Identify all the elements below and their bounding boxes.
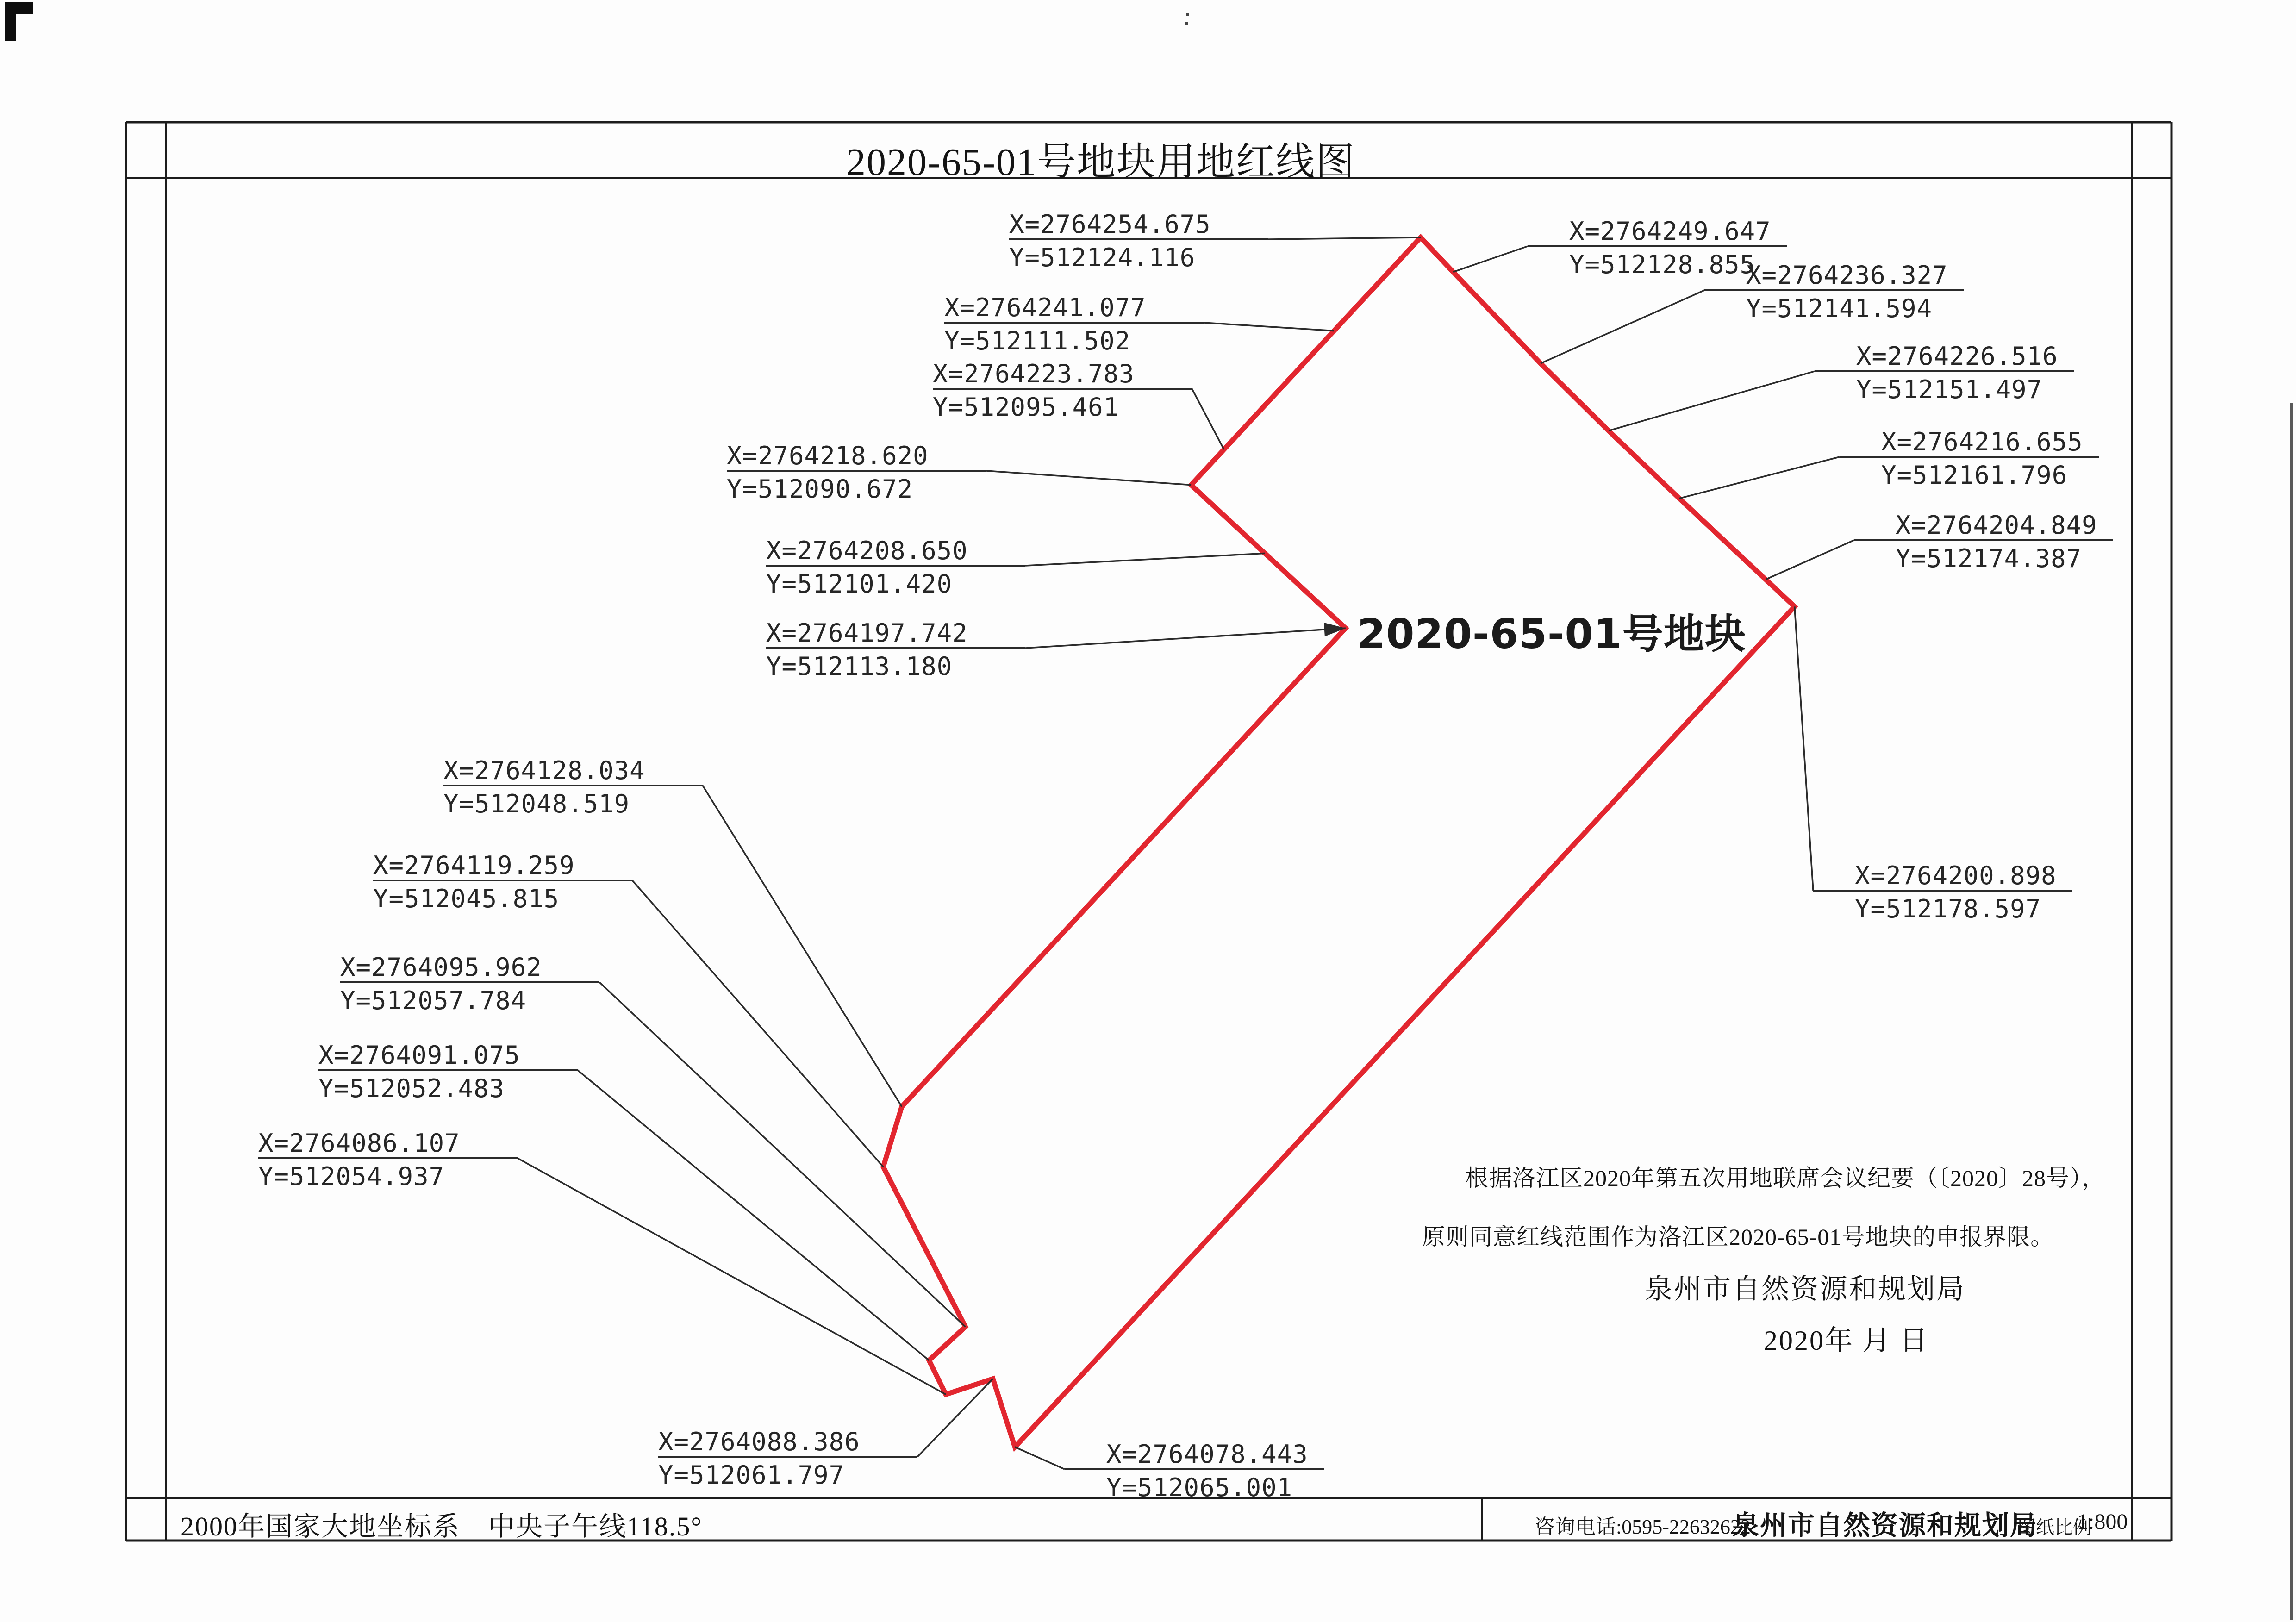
callout-leader-0 xyxy=(1268,237,1421,239)
coord-label-y-14: Y=512151.497 xyxy=(1856,375,2043,404)
coord-label-x-5: X=2764197.742 xyxy=(766,618,968,648)
coord-label-x-1: X=2764241.077 xyxy=(944,293,1146,322)
coord-label-y-6: Y=512048.519 xyxy=(443,789,630,818)
callout-leader-8 xyxy=(599,982,965,1327)
callout-leader-2 xyxy=(1192,389,1224,449)
coord-label-y-13: Y=512141.594 xyxy=(1746,294,1933,323)
approval-note-line1: 根据洛江区2020年第五次用地联席会议纪要（〔2020〕28号）， xyxy=(1465,1165,2105,1191)
coord-label-x-0: X=2764254.675 xyxy=(1009,210,1211,239)
coord-label-x-14: X=2764226.516 xyxy=(1856,342,2058,371)
callout-leader-4 xyxy=(1025,553,1265,566)
callout-leader-17 xyxy=(1795,606,1813,891)
callout-leader-7 xyxy=(632,880,883,1167)
coord-label-y-2: Y=512095.461 xyxy=(933,393,1119,422)
approval-note-line2: 原则同意红线范围作为洛江区2020-65-01号地块的申报界限。 xyxy=(1422,1224,2054,1250)
coord-label-y-0: Y=512124.116 xyxy=(1009,243,1196,272)
callout-leader-14 xyxy=(1609,371,1815,431)
scan-artifact-corner2 xyxy=(5,2,16,41)
coord-label-y-12: Y=512128.855 xyxy=(1569,250,1756,279)
footer-datum: 2000年国家大地坐标系 中央子午线118.5° xyxy=(181,1511,703,1541)
coord-label-x-18: X=2764078.443 xyxy=(1106,1440,1308,1469)
scan-artifact-right-edge xyxy=(2290,403,2293,1620)
callout-leader-10 xyxy=(518,1158,946,1394)
coord-label-y-7: Y=512045.815 xyxy=(373,884,560,913)
coord-label-x-2: X=2764223.783 xyxy=(933,359,1135,388)
callout-leader-13 xyxy=(1541,290,1704,363)
coord-label-x-7: X=2764119.259 xyxy=(373,851,575,880)
callout-leader-1 xyxy=(1204,323,1334,331)
scan-artifact-dot2 xyxy=(1185,22,1188,25)
coord-label-y-5: Y=512113.180 xyxy=(766,652,953,681)
coord-label-x-9: X=2764091.075 xyxy=(318,1041,520,1070)
coord-label-y-3: Y=512090.672 xyxy=(727,474,913,504)
coord-label-x-12: X=2764249.647 xyxy=(1569,217,1771,246)
footer-scale-label: 图纸比例 xyxy=(2017,1517,2091,1538)
footer-scale-value: 1:800 xyxy=(2077,1510,2128,1534)
footer-agency: 泉州市自然资源和规划局 xyxy=(1732,1510,2038,1541)
callout-leader-18 xyxy=(1015,1447,1065,1469)
callout-leader-6 xyxy=(703,786,902,1107)
footer-phone: 咨询电话:0595-22632622 xyxy=(1535,1516,1751,1538)
coord-label-y-1: Y=512111.502 xyxy=(944,326,1131,356)
callout-leader-12 xyxy=(1453,246,1528,272)
callout-leader-16 xyxy=(1766,540,1854,580)
coord-label-x-13: X=2764236.327 xyxy=(1746,261,1948,290)
page-title: 2020-65-01号地块用地红线图 xyxy=(846,141,1355,184)
coord-label-x-8: X=2764095.962 xyxy=(340,953,542,982)
coord-label-y-15: Y=512161.796 xyxy=(1881,461,2068,490)
coord-label-x-17: X=2764200.898 xyxy=(1855,861,2057,890)
scan-artifact-dot xyxy=(1186,13,1189,16)
callout-leader-9 xyxy=(578,1070,929,1360)
callout-leader-15 xyxy=(1679,457,1840,499)
coord-label-x-15: X=2764216.655 xyxy=(1881,427,2083,456)
coord-label-y-9: Y=512052.483 xyxy=(318,1074,505,1103)
parcel-name-label: 2020-65-01号地块 xyxy=(1357,610,1746,658)
coord-label-x-10: X=2764086.107 xyxy=(258,1129,460,1158)
coord-label-y-8: Y=512057.784 xyxy=(340,986,527,1015)
callout-leader-5 xyxy=(1025,628,1346,648)
coord-label-y-16: Y=512174.387 xyxy=(1896,544,2082,573)
approval-agency-line: 泉州市自然资源和规划局 xyxy=(1645,1274,1965,1304)
coord-label-x-6: X=2764128.034 xyxy=(443,756,645,785)
coord-label-y-11: Y=512061.797 xyxy=(658,1460,845,1490)
coord-label-y-10: Y=512054.937 xyxy=(258,1162,445,1191)
coord-label-x-4: X=2764208.650 xyxy=(766,536,968,565)
callout-leader-3 xyxy=(986,471,1191,485)
approval-date-line: 2020年 月 日 xyxy=(1764,1325,1929,1356)
coord-label-y-18: Y=512065.001 xyxy=(1106,1473,1293,1502)
coord-label-x-11: X=2764088.386 xyxy=(658,1427,860,1456)
coord-label-y-17: Y=512178.597 xyxy=(1855,894,2041,923)
coord-label-y-4: Y=512101.420 xyxy=(766,569,953,599)
coord-label-x-16: X=2764204.849 xyxy=(1896,511,2097,540)
coord-label-x-3: X=2764218.620 xyxy=(727,441,929,470)
